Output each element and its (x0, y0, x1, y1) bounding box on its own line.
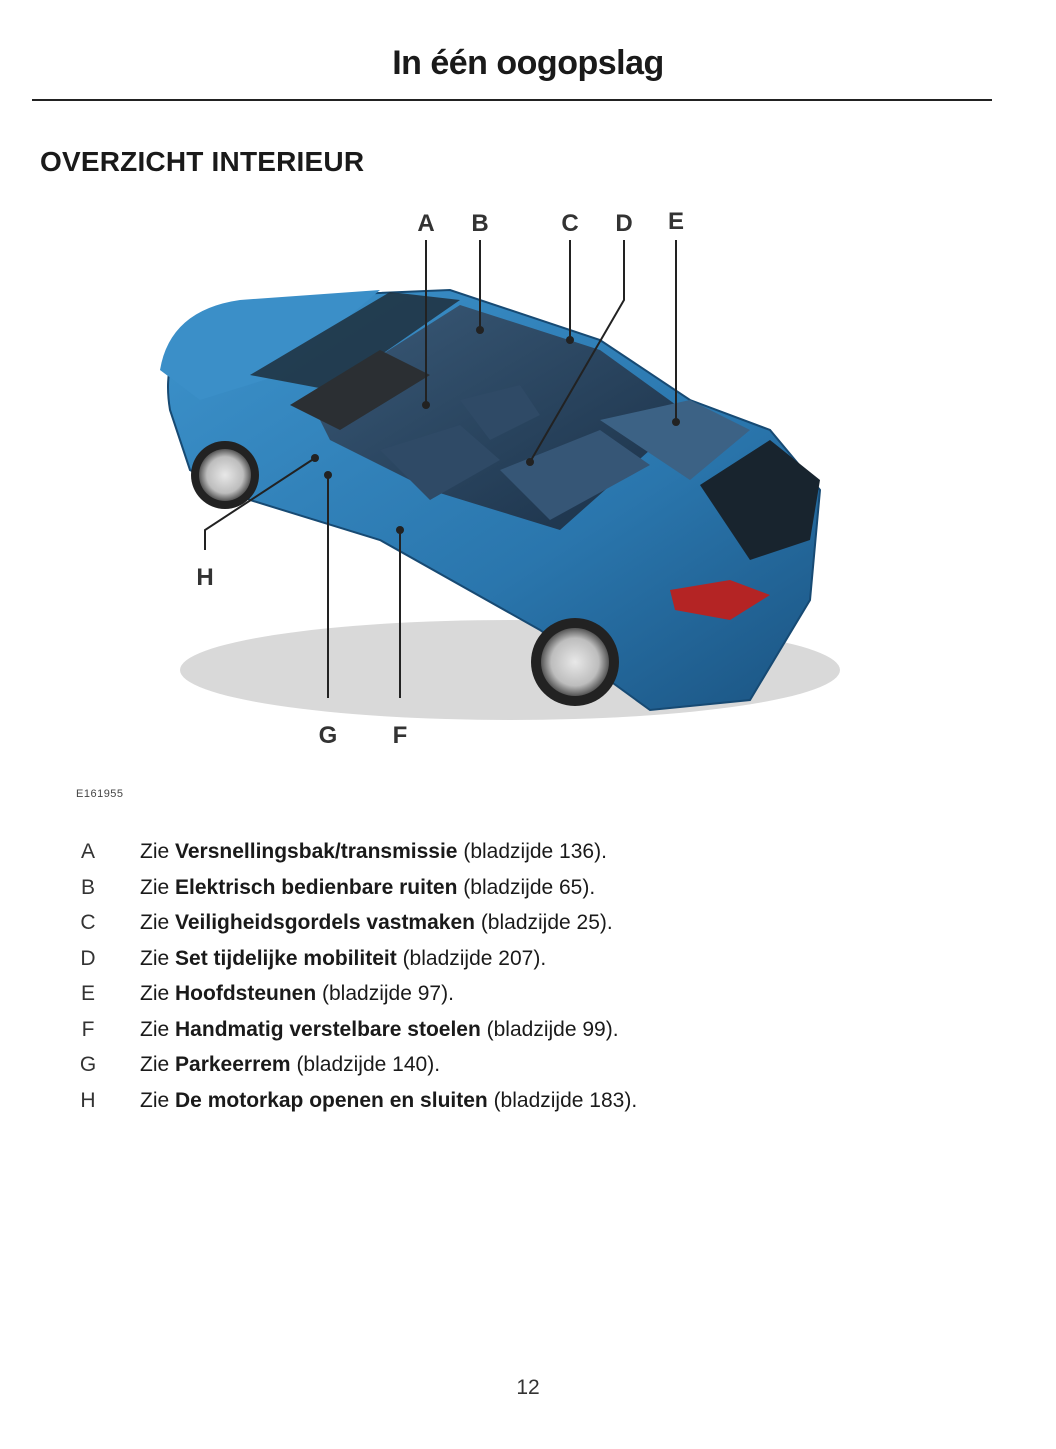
legend-item (0, 905, 1056, 941)
car-drawing (130, 200, 850, 760)
callout-label-g: G (318, 722, 338, 749)
figure-code: E161955 (76, 788, 124, 800)
legend-text: Zie Hoofdsteunen (bladzijde 97). (140, 982, 454, 1005)
legend-topic-link: Veiligheidsgordels vastmaken (175, 911, 475, 934)
legend-item (0, 976, 1056, 1012)
legend-topic-link: De motorkap openen en sluiten (175, 1088, 488, 1112)
legend-topic-link: Set tijdelijke mobiliteit (175, 946, 397, 970)
page-number: 12 (516, 1376, 540, 1399)
legend-topic-link: Handmatig verstelbare stoelen (175, 1017, 481, 1041)
legend-letter: G (79, 1053, 97, 1076)
legend-topic-link: Elektrisch bedienbare ruiten (175, 875, 458, 899)
legend-topic-link: Hoofdsteunen (175, 982, 317, 1005)
legend-text: Zie Versnellingsbak/transmissie (bladzijde 136). (140, 840, 607, 863)
section-title: OVERZICHT INTERIEUR (40, 146, 365, 177)
legend-item (0, 941, 1056, 977)
legend-text: Zie Handmatig verstelbare stoelen (bladzijde 99). (140, 1017, 619, 1041)
legend-item (0, 1012, 1056, 1048)
legend-text: Zie Set tijdelijke mobiliteit (bladzijde 207). (140, 946, 547, 970)
callout-label-d: D (615, 210, 633, 237)
legend-letter: H (80, 1088, 96, 1112)
callout-label-a: A (417, 210, 435, 237)
callout-label-e: E (667, 208, 684, 235)
legend-letter: F (81, 1017, 95, 1041)
legend-letter: C (80, 911, 96, 934)
legend-text: Zie Parkeerrem (bladzijde 140). (140, 1053, 441, 1076)
legend-letter: E (80, 982, 95, 1005)
legend-item (0, 1083, 1056, 1119)
car-interior-illustration (130, 200, 850, 760)
rear-wheel-rim (541, 628, 609, 696)
legend-item (0, 1047, 1056, 1083)
callout-label-b: B (471, 210, 489, 237)
legend-topic-link: Versnellingsbak/transmissie (175, 840, 458, 863)
legend-item (0, 870, 1056, 906)
legend-topic-link: Parkeerrem (175, 1053, 291, 1076)
header-divider (32, 99, 992, 101)
legend-letter: D (80, 946, 96, 970)
legend-text: Zie De motorkap openen en sluiten (bladzijde 183). (140, 1088, 638, 1112)
callout-label-f: F (392, 722, 408, 749)
legend-letter: A (80, 840, 95, 863)
legend-item (0, 834, 1056, 870)
page-title: In één oogopslag (392, 44, 664, 82)
legend-text: Zie Veiligheidsgordels vastmaken (bladzijde 25). (140, 911, 613, 934)
legend-text: Zie Elektrisch bedienbare ruiten (bladzijde 65). (140, 875, 596, 899)
legend-letter: B (80, 875, 95, 899)
callout-label-c: C (561, 210, 579, 237)
callout-label-h: H (196, 564, 214, 591)
legend-list (0, 834, 1056, 1118)
front-wheel-rim (199, 449, 251, 501)
